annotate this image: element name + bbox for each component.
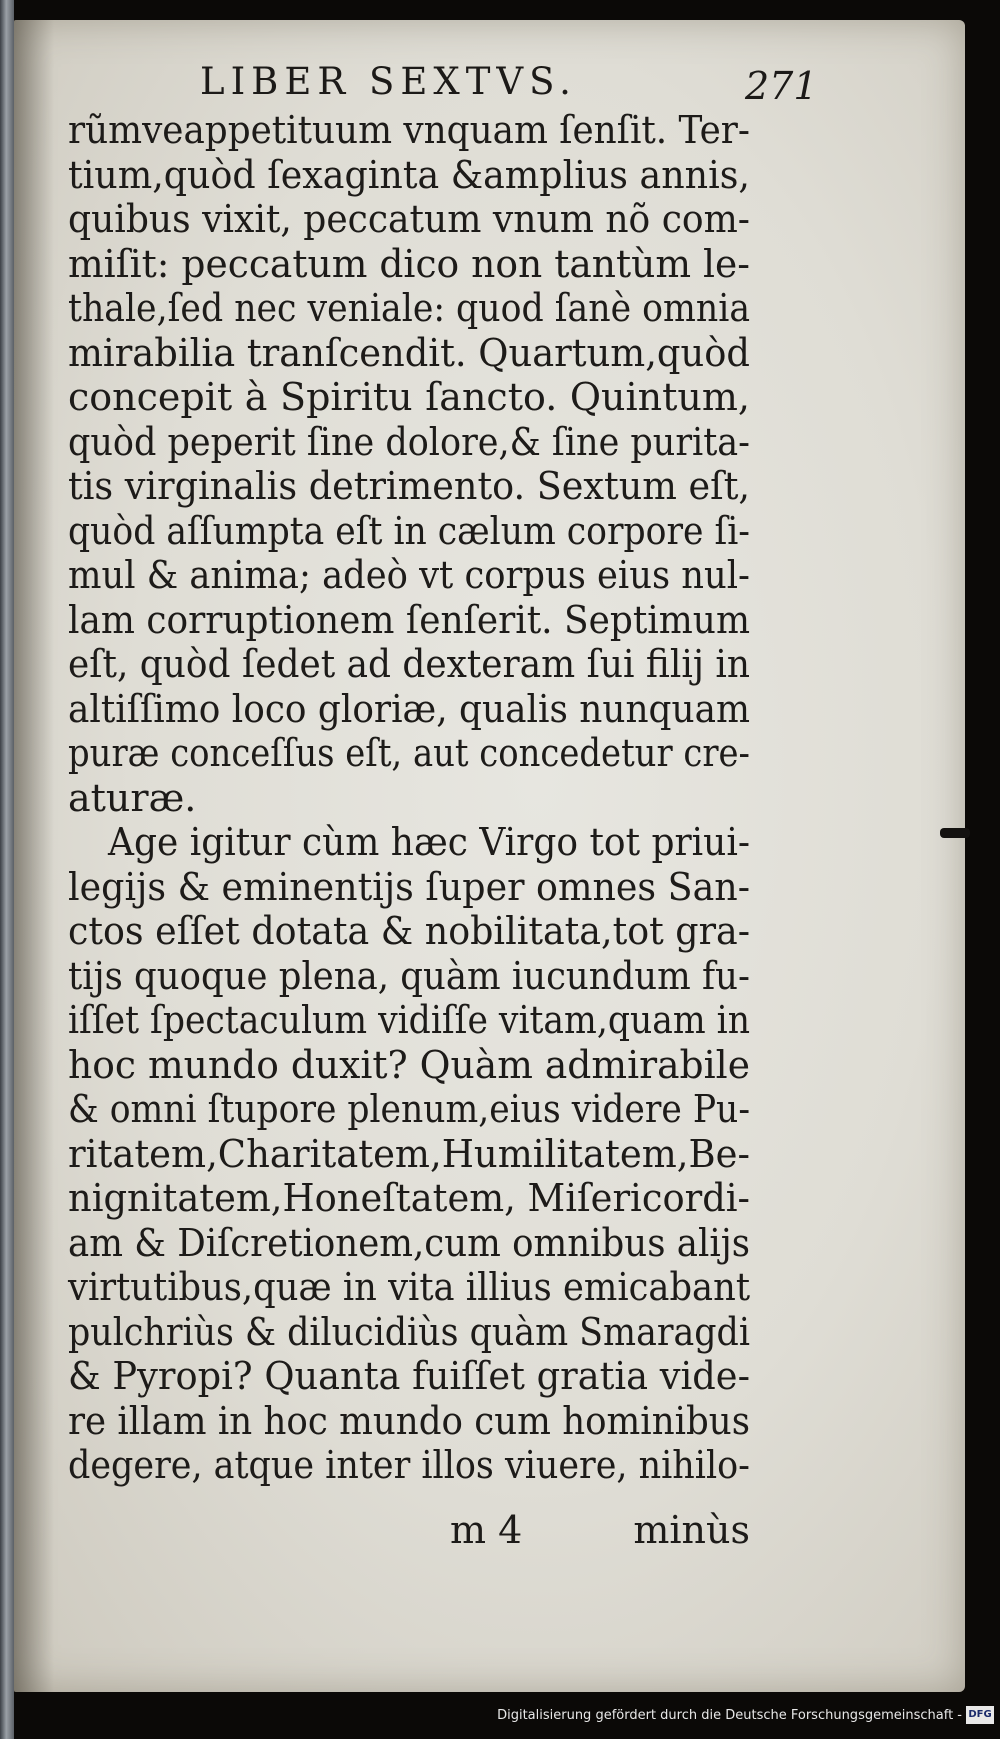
text-line: nignitatem,Honeſtatem, Miſericordi- (68, 1176, 750, 1220)
text-line: & Pyropi? Quanta fuiſſet gratia vide- (68, 1354, 750, 1398)
text-line: eſt, quòd ſedet ad dexteram ſui filij in (68, 642, 750, 686)
text-line: hoc mundo duxit? Quàm admirabile (68, 1042, 750, 1087)
text-line: ctos eſſet dotata & nobilitata,tot gra- (68, 909, 750, 953)
text-line: legijs & eminentijs ſuper omnes San- (68, 864, 750, 909)
text-line: quòd peperit ſine dolore,& ſine purita- (68, 419, 750, 464)
signature-mark: m 4 (450, 1508, 523, 1552)
text-line: am & Diſcretionem,cum omnibus alijs (68, 1220, 750, 1265)
text-line: iſſet ſpectaculum vidiſſe vitam,quam in (68, 998, 750, 1042)
text-line: thale,ſed nec veniale: quod ſanè omnia (68, 286, 750, 330)
text-line: puræ conceſſus eſt, aut concedetur cre- (68, 731, 750, 775)
text-line: lam corruptionem ſenſerit. Septimum (68, 597, 750, 642)
text-line: aturæ. (68, 775, 197, 820)
text-line: Age igitur cùm hæc Virgo tot priui- (108, 820, 750, 864)
text-line: tijs quoque plena, quàm iucundum fu- (68, 953, 750, 998)
text-line: mul & anima; adeò vt corpus eius nul- (68, 553, 750, 597)
running-head: LIBER SEXTVS. (200, 60, 577, 103)
direction-line (440, 1508, 750, 1558)
text-line: & omni ſtupore plenum,eius videre Pu- (68, 1087, 750, 1131)
text-line: degere, atque inter illos viuere, nihilo- (68, 1443, 750, 1487)
text-line: virtutibus,quæ in vita illius emicabant (68, 1265, 750, 1309)
text-line: concepit à Spiritu ſancto. Quintum, (68, 375, 750, 419)
gutter-shadow (14, 20, 54, 1692)
text-line: altiſſimo loco gloriæ, qualis nunquam (68, 686, 750, 731)
text-line: mirabilia tranſcendit. Quartum,quòd (68, 330, 750, 375)
digitization-footer (0, 1700, 1000, 1739)
text-line: rũmveappetituum vnquam ſenſit. Ter- (68, 108, 750, 152)
text-line: quòd aſſumpta eſt in cælum corpore ſi- (68, 508, 750, 553)
text-line: ritatem,Charitatem,Humilitatem,Be- (68, 1131, 750, 1176)
text-line: re illam in hoc mundo cum hominibus (68, 1398, 750, 1443)
text-line: tium,quòd ſexaginta &amplius annis, (68, 152, 750, 197)
text-line: quibus vixit, peccatum vnum nõ com- (68, 197, 750, 241)
book-spine-edge (0, 0, 14, 1739)
page-number: 271 (745, 64, 818, 108)
text-line: pulchriùs & dilucidiùs quàm Smaragdi (68, 1309, 750, 1354)
text-line: miſit: peccatum dico non tantùm le- (68, 241, 750, 286)
text-line: tis virginalis detrimento. Sextum eſt, (68, 464, 750, 508)
page-tab-mark (940, 828, 970, 838)
funding-credit: Digitalisierung gefördert durch die Deutsche Forschungsgemeinschaft - (497, 1708, 962, 1723)
catchword: minùs (633, 1508, 750, 1552)
dfg-logo: DFG (966, 1706, 994, 1724)
body-text (68, 108, 750, 1488)
